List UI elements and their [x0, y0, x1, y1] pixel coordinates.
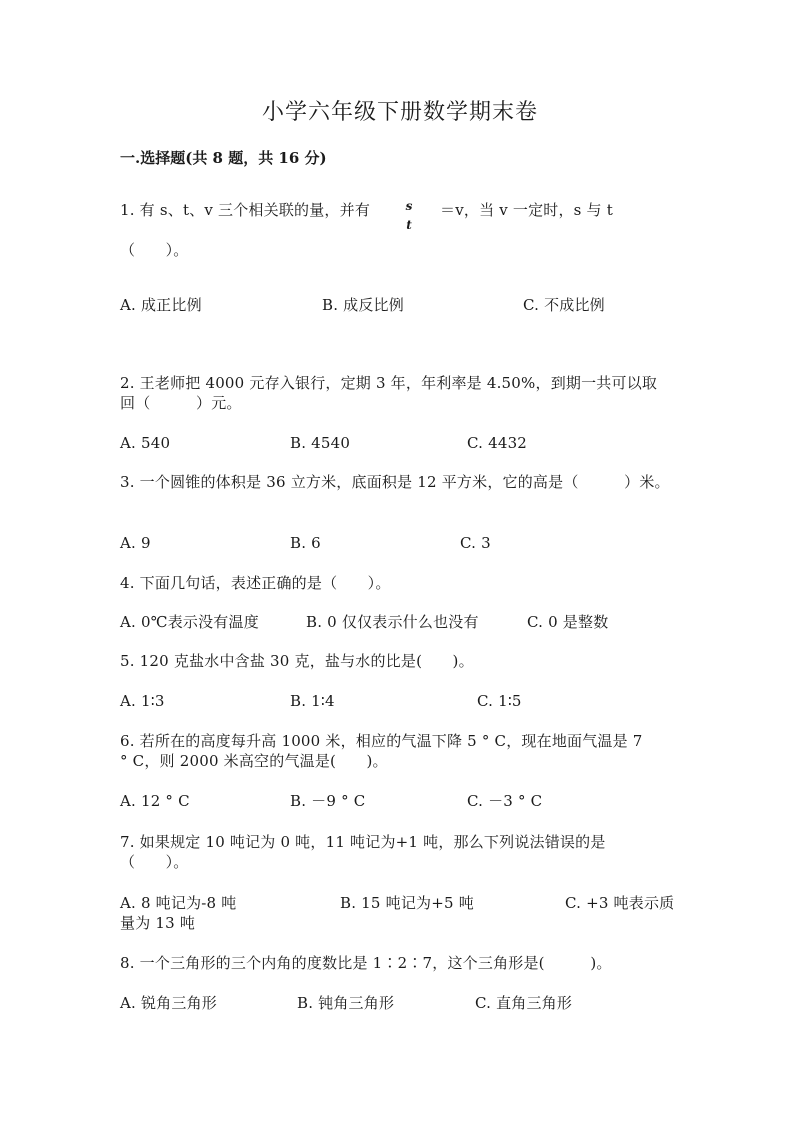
question-4-line-1: 4. 下面几句话，表述正确的是（ ）。: [120, 574, 391, 592]
question-8-line-1: 8. 一个三角形的三个内角的度数比是 1∶2∶7，这个三角形是( )。: [120, 954, 612, 972]
question-2-option-b: B. 4540: [290, 434, 351, 452]
question-6-option-c: C. －3 ° C: [467, 792, 543, 810]
question-1-option-c: C. 不成比例: [523, 296, 605, 314]
question-1-option-b: B. 成反比例: [322, 296, 404, 314]
question-5-option-b: B. 1∶4: [290, 692, 335, 710]
section-heading: 一.选择题(共 8 题，共 16 分): [120, 149, 327, 167]
question-3-option-a: A. 9: [120, 534, 151, 552]
question-7-option-b: B. 15 吨记为+5 吨: [340, 894, 474, 912]
question-8-option-a: A. 锐角三角形: [120, 994, 217, 1012]
question-7-line-2: （ ）。: [120, 853, 189, 871]
question-6-option-b: B. －9 ° C: [290, 792, 366, 810]
fraction-denominator: t: [406, 218, 412, 232]
question-6-option-a: A. 12 ° C: [120, 792, 190, 810]
question-7-option-a: A. 8 吨记为-8 吨: [120, 894, 237, 912]
question-2-line-2: 回（ ）元。: [120, 394, 242, 412]
question-2-option-c: C. 4432: [467, 434, 528, 452]
question-7-line-1: 7. 如果规定 10 吨记为 0 吨，11 吨记为+1 吨，那么下列说法错误的是: [120, 833, 606, 851]
question-2-line-1: 2. 王老师把 4000 元存入银行，定期 3 年，年利率是 4.50%，到期一共可以取: [120, 374, 658, 392]
page-title: 小学六年级下册数学期末卷: [261, 100, 538, 125]
question-1-text-b: ＝v，当 v 一定时，s 与 t: [440, 201, 613, 219]
question-1-text-a: 1. 有 s、t、v 三个相关联的量，并有: [120, 201, 371, 219]
question-7-option-c-continued: 量为 13 吨: [120, 914, 196, 932]
question-5-line-1: 5. 120 克盐水中含盐 30 克，盐与水的比是( )。: [120, 652, 474, 670]
question-4-option-b: B. 0 仅仅表示什么也没有: [306, 613, 479, 631]
question-8-option-c: C. 直角三角形: [475, 994, 573, 1012]
question-6-line-1: 6. 若所在的高度每升高 1000 米，相应的气温下降 5 ° C，现在地面气温是 7: [120, 732, 643, 750]
question-1-option-a: A. 成正比例: [120, 296, 202, 314]
question-6-line-2: ° C，则 2000 米高空的气温是( )。: [120, 752, 388, 770]
question-4-option-c: C. 0 是整数: [527, 613, 609, 631]
question-3-option-b: B. 6: [290, 534, 321, 552]
question-8-option-b: B. 钝角三角形: [297, 994, 395, 1012]
question-2-option-a: A. 540: [120, 434, 171, 452]
question-3-line-1: 3. 一个圆锥的体积是 36 立方米，底面积是 12 平方米，它的高是（ ）米。: [120, 473, 670, 491]
question-1-line-2: （ ）。: [120, 241, 189, 259]
question-3-option-c: C. 3: [460, 534, 491, 552]
question-5-option-a: A. 1∶3: [120, 692, 165, 710]
fraction-numerator: s: [405, 199, 413, 213]
question-4-option-a: A. 0℃表示没有温度: [120, 613, 259, 631]
fraction-s-over-t: [402, 200, 416, 231]
question-5-option-c: C. 1∶5: [477, 692, 522, 710]
question-7-option-c: C. +3 吨表示质: [565, 894, 675, 912]
fraction-bar: [402, 215, 416, 216]
